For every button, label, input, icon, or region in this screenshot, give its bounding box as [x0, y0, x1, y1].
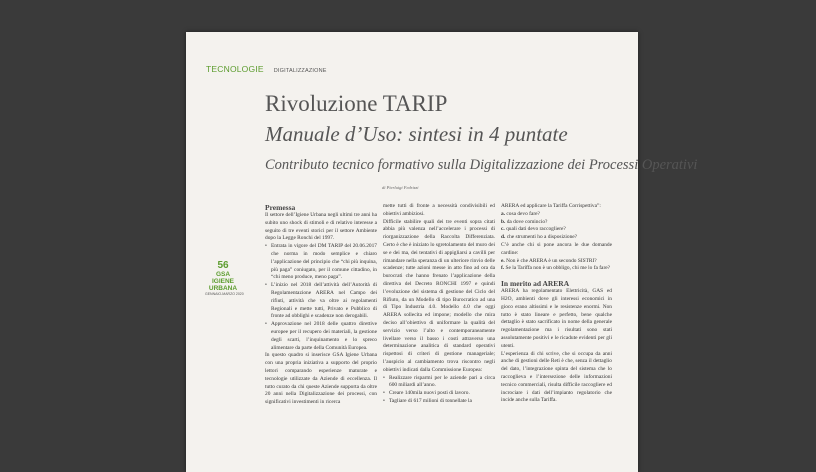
paragraph: C’è anche chi si pone ancora le due domande cardine:	[501, 241, 612, 256]
list-item: • L’inizio nel 2018 dell’attività dell’Autorità di Regolamentazione ARERA nel Campo dei rifiuti, attività che va oltre ai regolamenti Regionali e mette tutti, Privato e Pubblico di fronte ad obblighi e scadenze non derogabili.	[265, 282, 377, 321]
question-item: e. Non è che ARERA è un secondo SISTRI?	[501, 257, 597, 264]
magazine-name-subtitle: IGIENE URBANA	[208, 278, 238, 292]
paragraph: ARERA ed applicare la Tariffa Corrispettiva”:	[501, 203, 601, 209]
paragraph: Difficile stabilire quali dei tre eventi sopra citati abbia più valenza nell’accelerare i processi di riorganizzazione della Raccolta Differenziata. Certo è che è iniziato lo sgretolamento del muro dei se e dei ma, dei tentativi di appigliarsi a cavilli per rimandare nella speranza di un ulteriore rinvio delle scadenze; tutte azioni messe in atto fino ad ora da burocrati che hanno frenato l’applicazione della direttiva del Decreto RONCHI 1997 e quindi l’evoluzione del sistema di gestione del Ciclo del Rifiuto, da un Modello di tipo Burocratico ad una di Tipo Industria 4.0. Modello 4.0 che oggi ARERA sollecita ed impone; modello che mira deciso all’obiettivo di uniformare la qualità del servizio verso l’alto e contemporaneamente livellare verso il basso i costi attraverso una determinazione analitica di standard operativi rispettosi di criteri di gestione manageriale; l’auspicio al cambiamento trova riscontro negli obiettivi indicati dalla Commissione Europea:	[383, 218, 495, 373]
list-item: • Creare 140mila nuovi posti di lavoro.	[383, 390, 495, 398]
bullet-list	[265, 243, 377, 352]
question-item: c. quali dati devo raccogliere?	[501, 226, 566, 233]
section-heading-premessa: Premessa	[265, 203, 296, 212]
question-item: a. cosa devo fare?	[501, 210, 540, 217]
text-column-3	[501, 203, 612, 405]
page-badge	[205, 260, 244, 297]
section-label: TECNOLOGIE	[206, 64, 264, 74]
page-number: 56	[217, 260, 229, 271]
paragraph: mette tutti di fronte a necessità condivisibili ed obiettivi ambiziosi.	[383, 203, 495, 217]
issue-date: GENNAIO-MARZO 2020	[205, 292, 244, 296]
magazine-page	[186, 32, 698, 472]
list-item: • Approvazione nel 2018 delle quattro direttive europee per il recupero dei materiali, la gestione degli scarti, l’inquinamento e lo spreco alimentare da parte della Comunità Europea.	[265, 321, 377, 352]
article-title: Rivoluzione TARIP	[265, 91, 448, 116]
text-column-1	[265, 203, 377, 407]
paragraph: ARERA ha regolamentato Elettricità, GAS ed H2O, ambienti dove gli interessi economici in gioco erano altissimi e le resistenze enormi. Non tutto è stato lineare e perfetto, bene qualche dettaglio è stato sacrificato in nome della generale regolamentazione ma i risultati sono stati assolutamente positivi e le ricadute evidenti per gli utenti.	[501, 288, 612, 349]
article-byline: di Pierluigi Fedrizzi	[382, 185, 419, 190]
article-subtitle: Contributo tecnico formativo sulla Digitalizzazione dei Processi Operativi	[265, 157, 698, 173]
paragraph: L’esperienza di chi scrive, che si occupa da anni anche di gestioni delle Reti è che, senza il dettaglio del dato, l’integrazione spinta del sistema che lo raccoglieva e l’intersezione delle informazioni tecnico commerciali, risulta difficile raccogliere ed incrociare i dati dell’impianto regolatorio che incide anche sulla Tariffa.	[501, 350, 612, 404]
paragraph: Il settore dell’Igiene Urbana negli ultimi tre anni ha subito uno shock di stimoli e di relativo interesse a seguito di tre eventi storici per il settore Ambiente dopo la Legge Ronchi del 1997.	[265, 212, 377, 242]
page-header	[206, 59, 327, 77]
magazine-name: GSA	[215, 271, 231, 278]
text-column-2	[383, 203, 495, 406]
subsection-label: DIGITALIZZAZIONE	[273, 68, 327, 74]
paragraph: In questo quadro si inserisce GSA Igiene Urbana con una propria iniziativa a supporto del proprio lettori comparando esperienze maturate e tecnologie utilizzate da Aziende di eccellenza. Il tutto curato da chi queste Aziende supporta da oltre 20 anni nella Digitalizzazione dei processi, con significativi investimenti in ricerca	[265, 352, 377, 406]
question-item: d. che strumenti ho a disposizione?	[501, 234, 578, 241]
question-item: b. da dove comincio?	[501, 218, 548, 225]
list-item: • Tagliare di 617 milioni di tonnellate la	[383, 398, 495, 406]
article-title-second-line: Manuale d’Uso: sintesi in 4 puntate	[265, 122, 568, 146]
question-item: f. Se la Tariffa non è un obbligo, chi me lo fa fare?	[501, 265, 611, 272]
section-heading-arera: In merito ad ARERA	[501, 279, 570, 289]
list-item: • Realizzare risparmi per le aziende pari a circa 600 miliardi all’anno.	[383, 375, 495, 391]
bullet-list	[383, 375, 495, 406]
list-item: • Entrata in vigore del DM TARIP del 20.06.2017 che norma in modo semplice e chiaro l’applicazione del principio che “chi più inquina, più paga” coniugato, per il comune cittadino, in “chi meno produce, meno paga”.	[265, 243, 377, 282]
